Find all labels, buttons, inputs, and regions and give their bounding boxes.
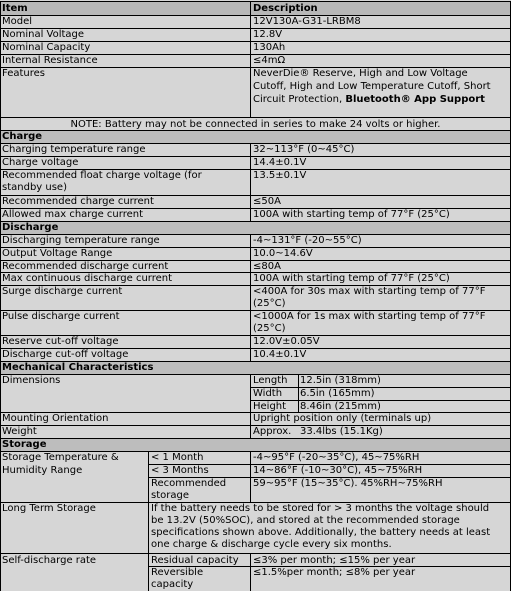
nominal-capacity-value: 130Ah xyxy=(253,42,286,53)
discharge-section-title: Discharge xyxy=(0,221,511,234)
long-term-storage-label: Long Term Storage xyxy=(2,503,96,514)
grid-line xyxy=(0,425,511,426)
long-term-line-4: one charge & discharge cycle every six months. xyxy=(151,539,392,550)
features-line-3-text: Circuit Protection, xyxy=(253,94,346,105)
weight-label: Weight xyxy=(2,426,37,437)
grid-line xyxy=(0,553,511,554)
output-voltage-value: 10.0~14.6V xyxy=(253,248,313,259)
grid-line xyxy=(0,260,511,261)
max-charge-current-label: Allowed max charge current xyxy=(2,209,143,220)
discharge-temp-label: Discharging temperature range xyxy=(2,235,160,246)
height-value: 8.46in (215mm) xyxy=(300,401,381,412)
grid-line xyxy=(250,451,251,502)
storage-period-2: < 3 Months xyxy=(151,465,209,476)
pulse-discharge-label: Pulse discharge current xyxy=(2,311,120,322)
long-term-line-3: specifications shown above. Additionally, the battery needs at least xyxy=(151,527,491,538)
charge-section-title: Charge xyxy=(0,130,511,143)
grid-line xyxy=(0,67,511,68)
grid-line xyxy=(149,477,511,478)
length-name: Length xyxy=(253,375,288,386)
grid-line xyxy=(0,1,1,591)
rec-charge-current-label: Recommended charge current xyxy=(2,196,154,207)
pulse-discharge-value: <1000A for 1s max with starting temp of 77°F xyxy=(253,311,486,322)
nominal-voltage-label: Nominal Voltage xyxy=(2,29,85,40)
grid-line xyxy=(149,464,511,465)
mounting-label: Mounting Orientation xyxy=(2,413,109,424)
surge-discharge-label: Surge discharge current xyxy=(2,286,123,297)
features-line-3 xyxy=(251,93,511,106)
grid-line xyxy=(298,374,299,412)
grid-line xyxy=(0,451,511,452)
grid-line xyxy=(0,208,511,209)
grid-line xyxy=(0,143,511,144)
surge-discharge-value: <400A for 30s max with starting temp of 77°F xyxy=(253,286,486,297)
nominal-capacity-label: Nominal Capacity xyxy=(2,42,91,53)
grid-line xyxy=(0,361,511,362)
grid-line xyxy=(0,285,511,286)
float-voltage-label-2: standby use) xyxy=(2,182,67,193)
grid-line xyxy=(251,387,511,388)
charge-temp-label: Charging temperature range xyxy=(2,144,146,155)
discharge-cutoff-value: 10.4±0.1V xyxy=(253,349,307,360)
grid-line xyxy=(0,502,511,503)
grid-line xyxy=(0,1,511,2)
grid-line xyxy=(0,438,511,439)
grid-line xyxy=(0,374,511,375)
grid-line xyxy=(0,156,511,157)
charge-voltage-label: Charge voltage xyxy=(2,157,79,168)
model-label: Model xyxy=(2,16,33,27)
residual-capacity-value: ≤3% per month; ≤15% per year xyxy=(253,555,416,566)
grid-line xyxy=(0,15,511,16)
grid-line xyxy=(148,451,149,502)
reversible-capacity-value: ≤1.5%per month; ≤8% per year xyxy=(253,567,416,578)
rec-charge-current-value: ≤50A xyxy=(253,196,281,207)
max-discharge-current-value: 100A with starting temp of 77°F (25°C) xyxy=(253,273,450,284)
grid-line xyxy=(0,195,511,196)
grid-line xyxy=(149,566,511,567)
model-value: 12V130A-G31-LRBM8 xyxy=(253,16,361,27)
series-note: NOTE: Battery may not be connected in series to make 24 volts or higher. xyxy=(70,119,441,130)
mounting-value: Upright position only (terminals up) xyxy=(253,413,432,424)
reserve-cutoff-label: Reserve cut-off voltage xyxy=(2,336,119,347)
max-charge-current-value: 100A with starting temp of 77°F (25°C) xyxy=(253,209,450,220)
length-value: 12.5in (318mm) xyxy=(300,375,381,386)
grid-line xyxy=(0,221,511,222)
storage-value-2: 14~86°F (-10~30°C), 45~75%RH xyxy=(253,465,423,476)
grid-line xyxy=(0,272,511,273)
grid-line xyxy=(0,169,511,170)
storage-temp-label: Storage Temperature & xyxy=(2,452,119,463)
grid-line xyxy=(0,117,511,118)
grid-line xyxy=(148,502,149,591)
float-voltage-label: Recommended float charge voltage (for xyxy=(2,170,202,181)
width-name: Width xyxy=(253,388,283,399)
reversible-capacity-label: Reversible xyxy=(151,567,204,578)
charge-temp-value: 32~113°F (0~45°C) xyxy=(253,144,355,155)
grid-line xyxy=(0,41,511,42)
reserve-cutoff-value: 12.0V±0.05V xyxy=(253,336,320,347)
weight-name: Approx. xyxy=(253,426,292,437)
storage-section-title: Storage xyxy=(0,438,511,451)
bluetooth-app-support: Bluetooth® App Support xyxy=(345,94,485,105)
grid-line xyxy=(0,348,511,349)
discharge-temp-value: -4~131°F (-20~55°C) xyxy=(253,235,362,246)
dimensions-label: Dimensions xyxy=(2,375,61,386)
charge-voltage-value: 14.4±0.1V xyxy=(253,157,307,168)
output-voltage-label: Output Voltage Range xyxy=(2,248,113,259)
grid-line xyxy=(0,234,511,235)
grid-line xyxy=(0,247,511,248)
max-discharge-current-label: Max continuous discharge current xyxy=(2,273,173,284)
mechanical-section-title: Mechanical Characteristics xyxy=(0,361,511,374)
storage-temp-label-2: Humidity Range xyxy=(2,465,83,476)
pulse-discharge-value-2: (25°C) xyxy=(253,323,286,334)
grid-line xyxy=(250,374,251,438)
grid-line xyxy=(0,310,511,311)
storage-period-3-line-2: storage xyxy=(151,490,189,501)
grid-line xyxy=(250,234,251,361)
internal-resistance-value: ≤4mΩ xyxy=(253,55,286,66)
storage-period-3: Recommended xyxy=(151,478,227,489)
discharge-cutoff-label: Discharge cut-off voltage xyxy=(2,349,129,360)
nominal-voltage-value: 12.8V xyxy=(253,29,283,40)
internal-resistance-label: Internal Resistance xyxy=(2,55,98,66)
reversible-capacity-label-2: capacity xyxy=(151,579,194,590)
long-term-line-1: If the battery needs to be stored for > 3 months the voltage should xyxy=(151,503,490,514)
weight-value: 33.4lbs (15.1Kg) xyxy=(300,426,383,437)
header-description: Description xyxy=(251,2,511,15)
grid-line xyxy=(0,54,511,55)
storage-period-1: < 1 Month xyxy=(151,452,204,463)
storage-value-1: -4~95°F (-20~35°C), 45~75%RH xyxy=(253,452,420,463)
residual-capacity-label: Residual capacity xyxy=(151,555,239,566)
header-item: Item xyxy=(0,2,250,15)
grid-line xyxy=(0,28,511,29)
features-label: Features xyxy=(2,68,45,79)
grid-line xyxy=(250,143,251,221)
grid-line xyxy=(0,412,511,413)
rec-discharge-current-label: Recommended discharge current xyxy=(2,261,169,272)
long-term-line-2: be 13.2V (50%SOC), and stored at the recommended storage xyxy=(151,515,460,526)
height-name: Height xyxy=(253,401,287,412)
features-line-1: NeverDie® Reserve, High and Low Voltage xyxy=(253,68,468,79)
self-discharge-label: Self-discharge rate xyxy=(2,555,97,566)
features-line-2: Cutoff, High and Low Temperature Cutoff, Short xyxy=(253,81,491,92)
grid-line xyxy=(0,335,511,336)
grid-line xyxy=(251,400,511,401)
width-value: 6.5in (165mm) xyxy=(300,388,375,399)
surge-discharge-value-2: (25°C) xyxy=(253,298,286,309)
grid-line xyxy=(250,553,251,591)
grid-line xyxy=(0,130,511,131)
float-voltage-value: 13.5±0.1V xyxy=(253,170,307,181)
rec-discharge-current-value: ≤80A xyxy=(253,261,281,272)
storage-value-3: 59~95°F (15~35°C). 45%RH~75%RH xyxy=(253,478,443,489)
grid-line xyxy=(250,1,251,117)
